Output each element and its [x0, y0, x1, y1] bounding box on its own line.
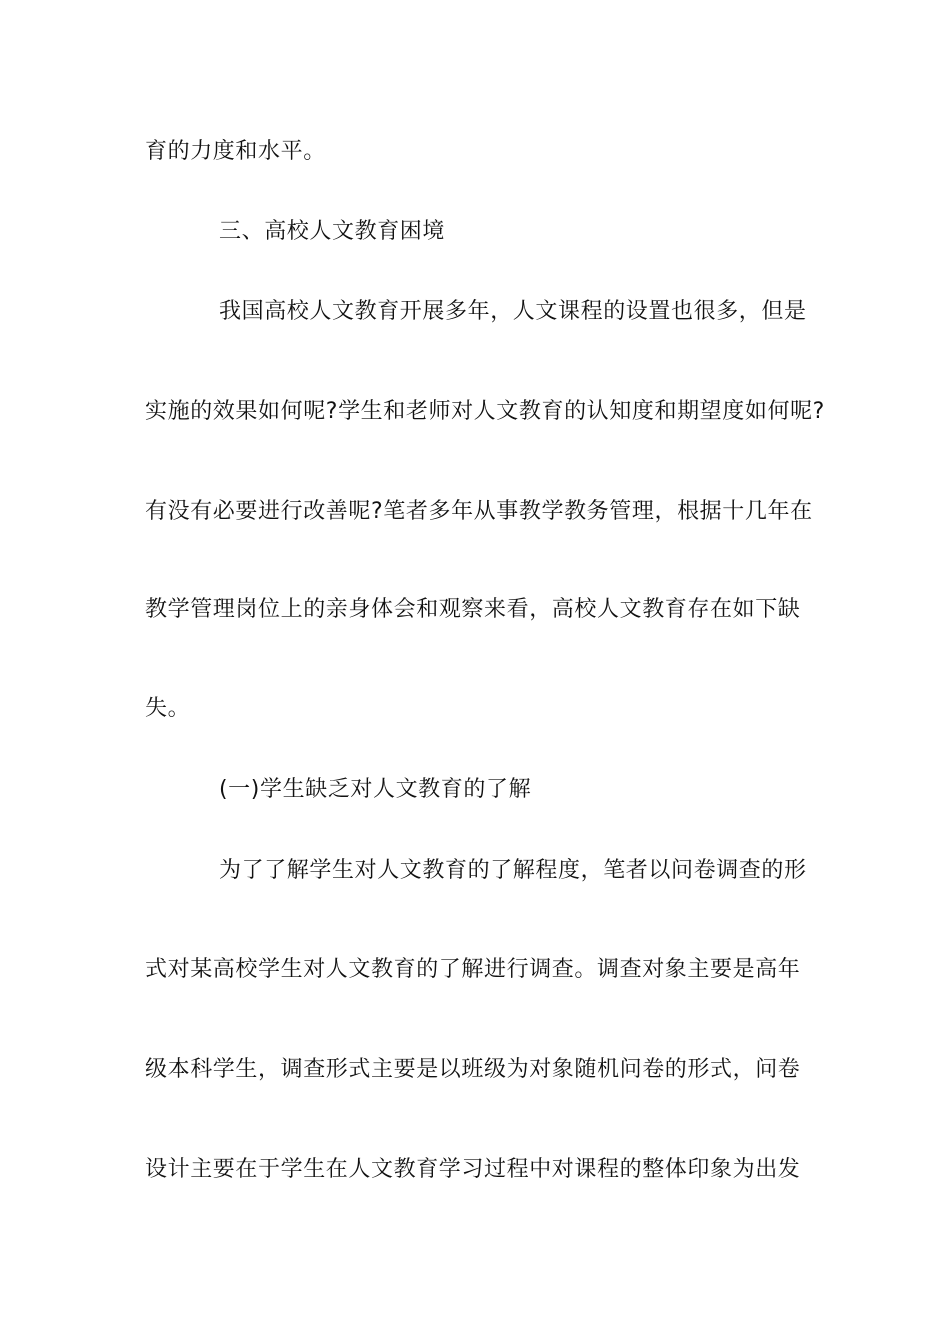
paragraph-line: 我国高校人文教育开展多年，人文课程的设置也很多，但是 [219, 299, 807, 324]
paragraph-continuation-line: 育的力度和水平。 [145, 139, 326, 164]
paragraph-line: 教学管理岗位上的亲身体会和观察来看，高校人文教育存在如下缺 [145, 597, 801, 622]
section-heading: 三、高校人文教育困境 [219, 219, 446, 244]
paragraph-line: 实施的效果如何呢?学生和老师对人文教育的认知度和期望度如何呢? [145, 399, 825, 424]
paragraph-line: 有没有必要进行改善呢?笔者多年从事教学教务管理，根据十几年在 [145, 499, 813, 524]
paragraph-line: 失。 [145, 696, 191, 721]
paragraph-line: 设计主要在于学生在人文教育学习过程中对课程的整体印象为出发 [145, 1157, 801, 1182]
paragraph-line: 式对某高校学生对人文教育的了解进行调查。调查对象主要是高年 [145, 957, 801, 982]
paragraph-line: 级本科学生，调查形式主要是以班级为对象随机问卷的形式，问卷 [145, 1057, 801, 1082]
subsection-heading: (一)学生缺乏对人文教育的了解 [219, 777, 532, 802]
paragraph-line: 为了了解学生对人文教育的了解程度，笔者以问卷调查的形 [219, 858, 807, 883]
